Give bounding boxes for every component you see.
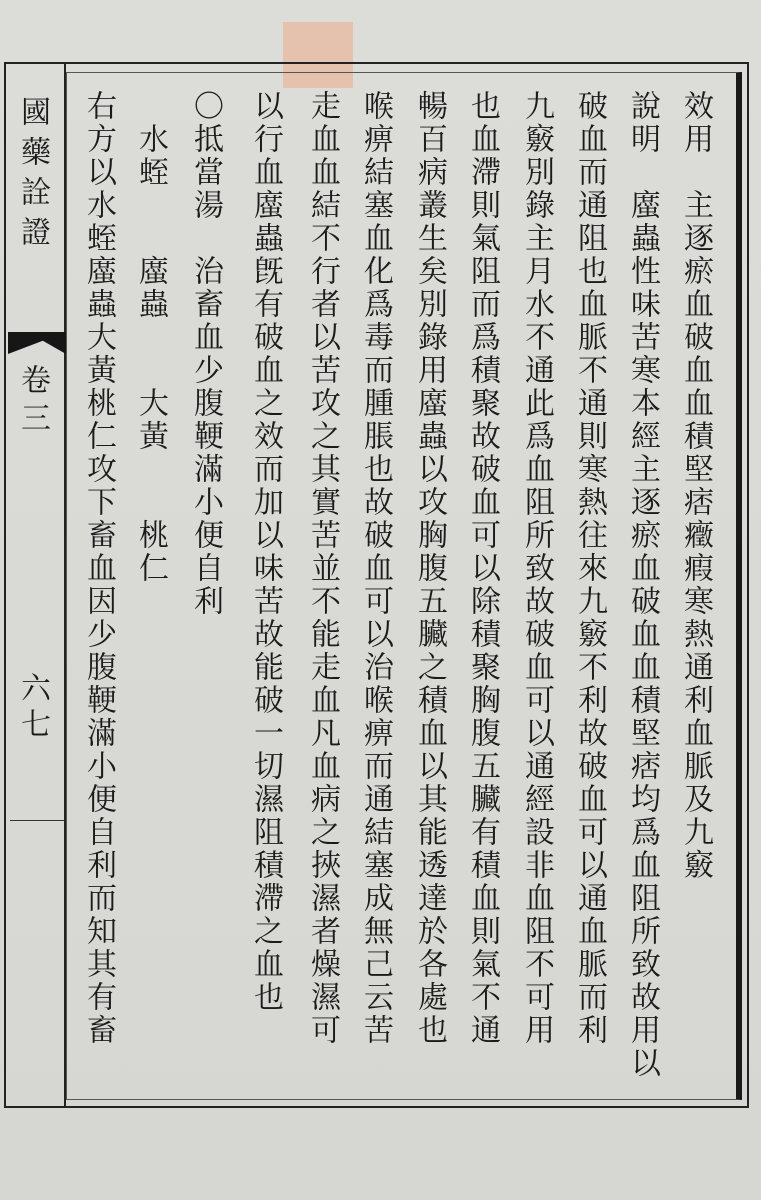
text-column-7: 喉痹結塞血化爲毒而腫脹也故破血可以治喉痹而通結塞成無己云苦	[358, 90, 393, 1047]
strip-divider	[10, 820, 64, 821]
text-column-8: 走血血結不行者以苦攻之其實苦並不能走血凡血病之挾濕者燥濕可	[305, 90, 340, 1047]
text-column-6: 暢百病叢生矣別錄用䗪蟲以攻胸腹五臟之積血以其能透達於各處也	[412, 90, 447, 1047]
page-number: 六七	[15, 672, 50, 744]
text-column-10: 〇抵當湯 治畜血少腹鞕滿小便自利	[188, 90, 223, 618]
book-title: 國藥詮證	[15, 96, 50, 256]
volume-label: 卷三	[15, 364, 50, 440]
text-column-1: 效用 主逐瘀血破血血積堅痞癥瘕寒熱通利血脈及九竅	[678, 90, 713, 882]
text-column-9: 以行血䗪蟲旣有破血之效而加以味苦故能破一切濕阻積滯之血也	[248, 90, 283, 1014]
text-column-4: 九竅別錄主月水不通此爲血阻所致故破血可以通經設非血阻不可用	[519, 90, 554, 1047]
text-column-5: 也血滯則氣阻而爲積聚故破血可以除積聚胸腹五臟有積血則氣不通	[465, 90, 500, 1047]
text-column-3: 破血而通阻也血脈不通則寒熱往來九竅不利故破血可以通血脈而利	[572, 90, 607, 1047]
text-column-2: 說明 䗪蟲性味苦寒本經主逐瘀血破血血積堅痞均爲血阻所致故用以	[625, 90, 660, 1080]
text-column-12: 右方以水蛭䗪蟲大黃桃仁攻下畜血因少腹鞕滿小便自利而知其有畜	[81, 90, 116, 1047]
text-column-11: 水蛭 䗪蟲 大黃 桃仁	[133, 90, 168, 585]
